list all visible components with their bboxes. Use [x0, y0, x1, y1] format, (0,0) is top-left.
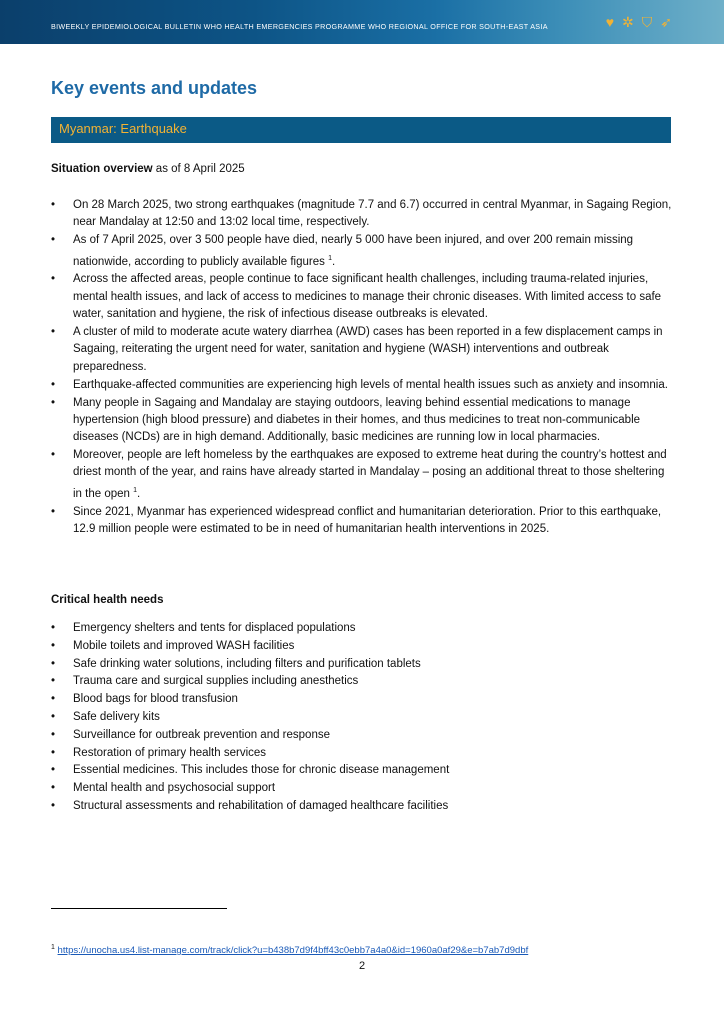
overview-list [51, 197, 673, 539]
list-item: • Safe delivery kits [51, 710, 160, 723]
footnote-ref[interactable]: 1 [328, 254, 332, 262]
list-item: • Blood bags for blood transfusion [51, 693, 238, 706]
list-item: • Safe drinking water solutions, including filters and purification tablets [51, 657, 421, 670]
heart-plus-icon: ♥ [605, 14, 615, 30]
footnote-link[interactable]: https://unocha.us4.list-manage.com/track/click?u=b438b7d9f4bff43c0ebb7a4a0&id=1960a0af29&e=b7ab7d9dbf [57, 945, 529, 957]
list-item: • Surveillance for outbreak prevention and response [51, 728, 330, 741]
list-item: • On 28 March 2025, two strong earthquakes (magnitude 7.7 and 6.7) occurred in central Myanmar, in Sagaing Region, near Mandalay at 12:50 and 13:02 local time, respectively. [51, 199, 672, 229]
shield-icon: ⛉ [641, 14, 653, 30]
page-number: 2 [358, 960, 366, 972]
situation-overview [51, 163, 245, 175]
list-item: • Restoration of primary health services [51, 746, 267, 759]
section-title: Myanmar: Earthquake [59, 121, 187, 136]
critical-needs-list [51, 620, 673, 816]
list-item: • Earthquake-affected communities are experiencing high levels of mental health issues such as anxiety and insomnia. [51, 378, 668, 391]
network-icon: ✲ [622, 14, 634, 30]
list-item: • Mental health and psychosocial support [51, 782, 276, 795]
list-item: • Structural assessments and rehabilitation of damaged healthcare facilities [51, 799, 449, 812]
list-item: • Moreover, people are left homeless by the earthquakes are exposed to extreme heat during the country’s hottest and driest month of the year, and rains have already started in Mandalay – posing an additional threat to those sheltering in the open $^1$. [51, 449, 667, 500]
situation-label: Situation overview [51, 163, 153, 175]
list-item: • Emergency shelters and tents for displaced populations [51, 622, 356, 634]
footnote [51, 944, 528, 956]
footnote-divider [51, 908, 227, 909]
list-item: • Essential medicines. This includes those for chronic disease management [51, 764, 450, 777]
list-item: • As of 7 April 2025, over 3 500 people have died, nearly 5 000 have been injured, and over 200 remain missing nationwide, according to publicly available figures $^1$. [51, 234, 634, 268]
header-banner [0, 0, 724, 44]
header-icons [606, 15, 672, 29]
page-title: Key events and updates [51, 78, 258, 98]
list-item: • Since 2021, Myanmar has experienced widespread conflict and humanitarian deterioration. Prior to this earthquake, 12.9 million people were estimated to be in need of humanitarian health interventions in 2025. [51, 505, 662, 535]
header-text: BIWEEKLY EPIDEMIOLOGICAL BULLETIN WHO HEALTH EMERGENCIES PROGRAMME WHO REGIONAL OFFICE FOR SOUTH-EAST ASIA [51, 22, 548, 31]
section-bar [51, 117, 671, 143]
footnote-ref[interactable]: 1 [133, 486, 138, 494]
list-item: • Many people in Sagaing and Mandalay are staying outdoors, leaving behind essential medications to manage hypertension (high blood pressure) and diabetes in their homes, and thus medicines to treat non-communicable diseases (NCDs) are in high demand. Additionally, basic medicines are running low in local pharmacies. [51, 396, 641, 444]
situation-date: as of 8 April 2025 [152, 163, 245, 175]
list-item: • Mobile toilets and improved WASH facilities [51, 639, 295, 652]
critical-needs-heading: Critical health needs [51, 594, 164, 606]
list-item: • Across the affected areas, people continue to face significant health challenges, including trauma-related injuries, mental health issues, and lack of access to medicines to manage their chronic diseases. With limited access to safe water, sanitation and hygiene, the risk of infectious disease outbreaks is elevated. [51, 273, 662, 320]
runner-icon: ➶ [660, 14, 672, 30]
list-item: • A cluster of mild to moderate acute watery diarrhea (AWD) cases has been reported in a few displacement camps in Sagaing, reiterating the urgent need for water, sanitation and hygiene (WASH) interventions and outbreak preparedness. [51, 325, 663, 373]
list-item: • Trauma care and surgical supplies including anesthetics [51, 675, 359, 688]
footnote-number: 1 [51, 944, 55, 951]
